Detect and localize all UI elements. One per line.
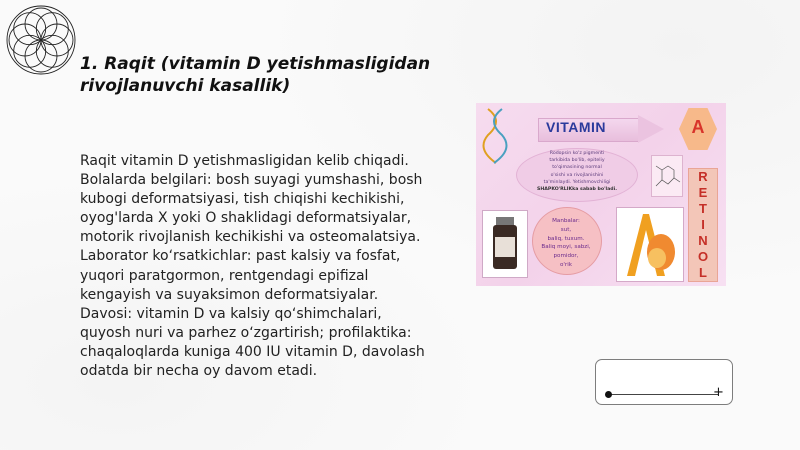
banner-arrow-icon [638,115,664,143]
vitamin-label: VITAMIN [546,119,607,135]
retinol-letter: N [698,233,708,248]
retinol-letter: E [698,185,708,200]
food-sources-text [534,217,598,270]
supplement-bottle-panel [482,210,528,278]
description-line: SHAPKO'RLIKka sabab bo'ladi. [536,187,618,193]
food-title: Manbalar: [552,218,580,224]
slide-title: 1. Raqit (vitamin D yetishmasligidan rivojlanuvchi kasallik) [80,54,431,96]
retinol-column [688,168,718,282]
retinol-letter: I [701,217,705,232]
slide-body-text: Raqit vitamin D yetishmasligidan kelib chiqadi. Bolalarda belgilari: bosh suyagi yumshashi, bosh kubogi deformatsiyasi, tish chiqishi kechikishi, oyog'larda X yoki O shaklidagi deformatsiyalar, motorik rivojlanish kechikishi va osteomalatsiya. Laborator ko‘rsatkichlar: past kalsiy va fosfat, yuqori paratgormon, rentgendagi epifizal kengayish va suyaksimon deformatsiyalar. Davosi: vitamin D va kalsiy qo‘shimchalari, quyosh nuri va parhez o‘zgartirish; profilaktika: chaqaloqlarda kuniga 400 IU vitamin D, davolash odatda bir necha oy davom etadi. [80,153,425,380]
vitamin-description [520,150,634,193]
food-line: sut, [560,226,572,233]
dna-helix-icon [482,107,510,165]
vegetable-illustration-panel [616,207,684,282]
description-line: o'sishi va rivojlanishini [550,172,604,178]
retinol-letter: L [699,265,707,280]
description-line: tarkibida bo'lib, epiteliy [549,158,605,164]
description-line: ta'minlaydi. Yetishmovchiligi [543,179,611,185]
slider-track[interactable] [608,394,718,395]
food-line: o'rik [559,261,573,268]
carrot-pumpkin-icon [617,208,683,281]
supplement-bottle-icon [483,211,527,277]
retinol-letter: R [698,169,708,184]
description-line: to'qimasining normal [552,165,602,171]
description-line: Rodopsin ko'z pigmenti [549,151,605,156]
food-line: Baliq moyi, sabzi, [541,244,591,251]
circular-ornament-icon [4,3,78,77]
plus-icon[interactable]: + [713,385,724,400]
retinol-letter: O [697,249,709,264]
slider-knob[interactable] [605,391,612,398]
molecule-structure-icon [651,155,683,197]
food-line: baliq, tuxum. [547,235,585,242]
vitamin-a-poster-image [476,103,726,286]
vitamin-letter: A [691,117,705,137]
slider-widget[interactable] [595,359,733,405]
food-line: pomidor, [553,253,579,260]
retinol-letter: T [699,201,707,216]
